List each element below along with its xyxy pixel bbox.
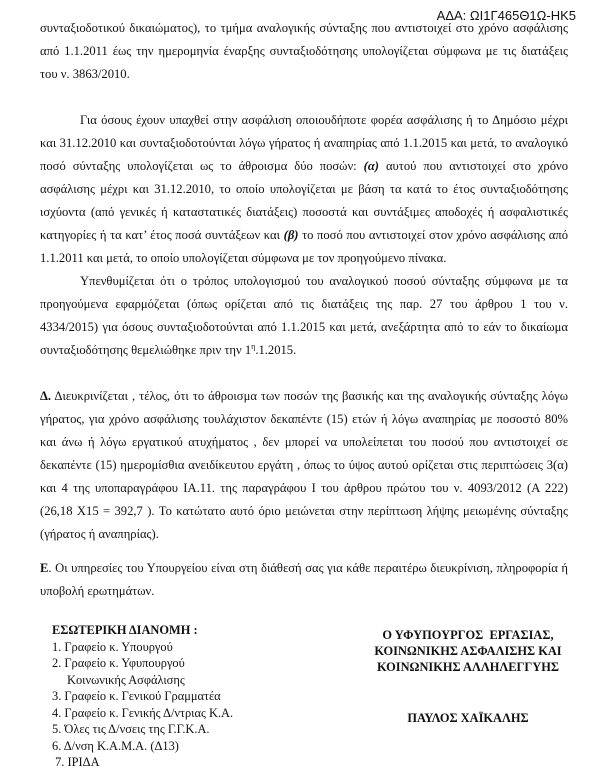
signatory-title-line-2: ΚΟΙΝΩΝΙΚΗΣ ΑΣΦΑΛΙΣΗΣ ΚΑΙ xyxy=(374,644,562,658)
distribution-item: 7. ΙΡΙΔΑ xyxy=(52,755,100,769)
marker-beta: (β) xyxy=(283,228,299,242)
section-e-text: . Οι υπηρεσίες του Υπουργείου είναι στη διάθεσή σας για κάθε περαιτέρω διευκρίνιση, πληροφορία ή υποβολή ερωτημάτων. xyxy=(40,561,568,598)
ada-code: ΑΔΑ: ΩΙ1Γ465Θ1Ω-ΗΚ5 xyxy=(436,8,576,23)
section-e-label: Ε xyxy=(40,561,49,575)
distribution-item-continuation: Κοινωνικής Ασφάλισης xyxy=(67,672,185,687)
paragraph-reminder xyxy=(40,270,568,362)
distribution-item: 6. Δ/νση Κ.Α.Μ.Α. (Δ13) xyxy=(52,738,179,753)
section-d xyxy=(40,385,568,546)
distribution-item: 4. Γραφείο κ. Γενικής Δ/ντριας Κ.Α. xyxy=(52,705,234,720)
section-d-text: Διευκρινίζεται , τέλος, ότι το άθροισμα των ποσών της βασικής και της αναλογικής σύνταξης λόγω γήρατος, για χρόνο ασφάλισης τουλάχιστον δεκαπέντε (15) ετών ή λόγω αναπηρίας με ποσοστό 80% και άνω ή λόγω εργατικού ατυχήματος , δεν μπορεί να υπολείπεται του ποσού που αντιστοιχεί σε δεκαπέντε (15) ημερομίσθια ανειδίκευτου εργάτη , όπως το ύψος αυτού ορίζεται στις περιπτώσεις 3(α) και 4 της υποπαραγράφου ΙΑ.11. της παραγράφου Ι του άρθρου πρώτου του ν. 4093/2012 (Α 222) (26,18 Χ15 = 392,7 ). Το κατώτατο αυτό όριο μειώνεται στην περίπτωση λήψης μειωμένης σύνταξης (γήρατος ή αναπηρίας). xyxy=(40,389,568,541)
paragraph-calculation-text-3: το ποσό που αντιστοιχεί στον χρόνο ασφάλισης από 1.1.2011 και μετά, το οποίο υπολογίζεται σύμφωνα με τον προηγούμενο πίνακα. xyxy=(40,228,568,265)
paragraph-calculation-text-2: αυτού που αντιστοιχεί στο χρόνο ασφάλισης μέχρι και 31.12.2010, το οποίο υπολογίζεται με βάση τα κατά το έτος συνταξιοδότησης ισχύοντα (από γενικές ή καταστατικές διατάξεις) ποσοστά και συντάξιμες αποδοχές ή ασφαλιστικές κατηγορίες ή τα κατ’ έτος ποσά συντάξεων και xyxy=(40,159,568,242)
paragraph-continuation: συνταξιοδοτικού δικαιώματος), το τμήμα αναλογικής σύνταξης που αντιστοιχεί στο χρόνο ασφάλισης από 1.1.2011 έως την ημερομηνία έναρξης συνταξιοδότησης υπολογίζεται σύμφωνα με τις διατάξεις του ν. 3863/2010. xyxy=(40,21,568,81)
distribution-item: 2. Γραφείο κ. Υφυπουργού xyxy=(52,656,185,670)
paragraph-reminder-text-1: Υπενθυμίζεται ότι ο τρόπος υπολογισμού του αναλογικού ποσού σύνταξης σύμφωνα με τα προηγούμενα εφαρμόζεται (όπως ορίζεται από τις διατάξεις της παρ. 27 του άρθρου 1 του ν. 4334/2015) για όσους συνταξιοδοτούνται από 1.1.2015 και μετά, ανεξάρτητα από το εάν το δικαίωμα συνταξιοδότησης θεμελιώθηκε πριν την 1 xyxy=(40,274,568,357)
signatory-title xyxy=(348,627,588,675)
paragraph-calculation xyxy=(40,109,568,270)
signatory-title-line-1: Ο ΥΦΥΠΟΥΡΓΟΣ ΕΡΓΑΣΙΑΣ, xyxy=(382,628,554,642)
section-e xyxy=(40,557,568,603)
document-body xyxy=(40,17,568,603)
marker-alpha: (α) xyxy=(363,159,379,173)
distribution-item: 5. Όλες τις Δ/νσεις της Γ.Γ.Κ.Α. xyxy=(52,722,210,736)
superscript-eta: η xyxy=(251,341,256,351)
signatory-name: ΠΑΥΛΟΣ ΧΑΪΚΑΛΗΣ xyxy=(407,711,529,725)
distribution-item: 1. Γραφείο κ. Υπουργού xyxy=(52,639,173,654)
paragraph-reminder-text-2: .1.2015. xyxy=(255,343,297,357)
distribution-item: 3. Γραφείο κ. Γενικού Γραμματέα xyxy=(52,689,221,703)
internal-distribution xyxy=(52,622,233,771)
distribution-title: ΕΣΩΤΕΡΙΚΗ ΔΙΑΝΟΜΗ : xyxy=(52,623,198,637)
distribution-list xyxy=(52,639,233,771)
signatory-title-line-3: ΚΟΙΝΩΝΙΚΗΣ ΑΛΛΗΛΕΓΓΥΗΣ xyxy=(377,660,559,674)
paragraph-calculation-text-1: Για όσους έχουν υπαχθεί στην ασφάλιση οποιουδήποτε φορέα ασφάλισης ή το Δημόσιο μέχρι και 31.12.2010 και συνταξιοδοτούνται λόγω γήρατος ή αναπηρίας από 1.1.2015 και μετά, το αναλογικό ποσό σύνταξης υπολογίζεται ως το άθροισμα δύο ποσών: xyxy=(40,113,568,173)
section-d-label: Δ. xyxy=(40,389,52,403)
